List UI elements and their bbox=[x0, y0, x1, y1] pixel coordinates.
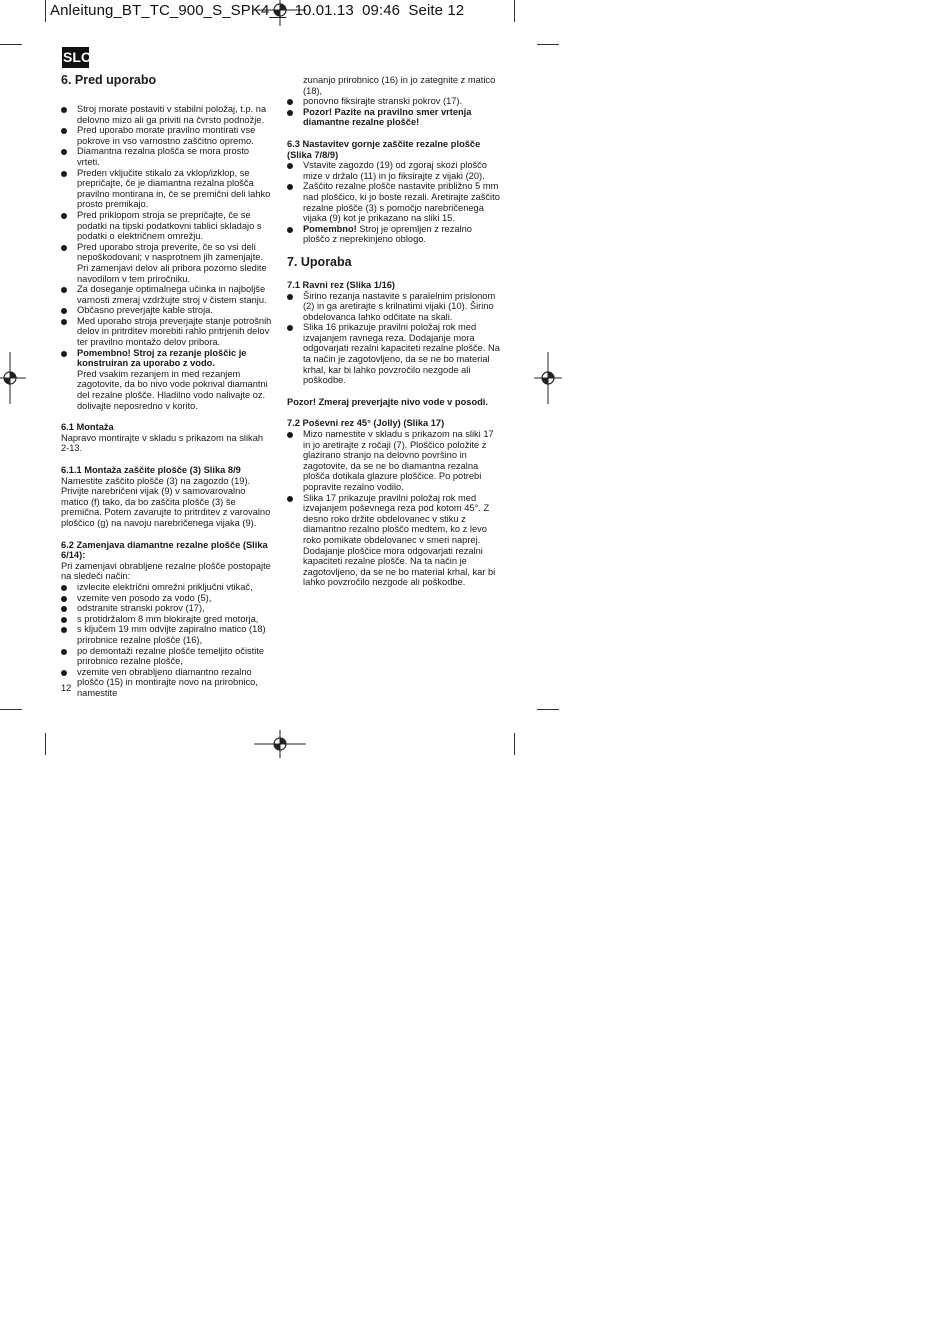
subsection-title: 6.1 Montaža bbox=[61, 422, 114, 433]
crop-mark bbox=[537, 709, 559, 710]
list-item: Med uporabo stroja preverjajte stanje potrošnih delov in pritrditev morebiti rahlo pritrjenih delov ter pravilno montažo delov pribora. bbox=[61, 316, 273, 348]
paragraph: Pri zamenjavi obrabljene rezalne plošče postopajte na sledeči način: bbox=[61, 560, 271, 582]
spacer bbox=[287, 128, 500, 139]
note-label: Pomembno! bbox=[303, 223, 357, 234]
crop-mark bbox=[0, 709, 22, 710]
note-text: Stroj je opremljen z rezalno ploščo z neprekinjeno oblogo. bbox=[303, 223, 472, 245]
list-item: Pred uporabo stroja preverite, če so vsi deli nepoškodovani; v nasprotnem jih zamenjajte. Pri zamenjavi delov ali pribora pozorno sledite navodilom v tem priročniku. bbox=[61, 242, 273, 284]
crop-mark bbox=[0, 44, 22, 45]
bullet-list bbox=[287, 96, 500, 128]
bullet-list bbox=[287, 160, 500, 245]
registration-mark-right bbox=[534, 352, 562, 404]
spacer bbox=[61, 454, 273, 465]
important-heading: Pomembno! Stroj za rezanje ploščic je konstruiran za uporabo z vodo. bbox=[77, 347, 247, 369]
subsection-title: 6.1.1 Montaža zaščite plošče (3) Slika 8/9 bbox=[61, 465, 241, 475]
list-item: Pred uporabo morate pravilno montirati vse pokrove in vso varnostno zaščitno opremo. bbox=[61, 125, 273, 146]
registration-mark-left bbox=[0, 352, 26, 404]
list-item: Občasno preverjajte kable stroja. bbox=[61, 305, 273, 316]
list-item: Stroj morate postaviti v stabilni položaj, t.p. na delovno mizo ali ga priviti na čvrsto podnožje. bbox=[61, 104, 273, 125]
slug-date: 10.01.13 bbox=[294, 2, 354, 19]
paragraph-continuation: zunanjo prirobnico (16) in jo zategnite z matico (18), bbox=[303, 75, 496, 96]
warning-text: Pozor! Zmeraj preverjajte nivo vode v posodi. bbox=[287, 396, 488, 407]
spacer bbox=[61, 529, 273, 540]
paragraph: Namestite zaščito plošče (3) na zagozdo (19). Privijte narebričeni vijak (9) v samovarovalno matico (f) tako, da bo zaščita plošče (3) še premična. Potem zavarujte to pritrditev z varovalno ploščico (g) na navoju narebričenega vijaka (9). bbox=[61, 475, 271, 528]
subsection-title: 6.2 Zamenjava diamantne rezalne plošče (Slika 6/14): bbox=[61, 539, 268, 561]
slug-filename: Anleitung_BT_TC_900_S_SPK4__ bbox=[50, 2, 287, 19]
list-item-warning: Pozor! Pazite na pravilno smer vrtenja diamantne rezalne plošče! bbox=[287, 107, 500, 128]
list-item: Širino rezanja nastavite s paralelnim prislonom (2) in ga aretirajte s krilnatimi vijaki (10). Širino obdelovanca lahko odčitate na skali. bbox=[287, 291, 500, 323]
list-item: Zaščito rezalne plošče nastavite približno 5 mm nad ploščico, ki jo boste rezali. Aretirajte zaščito rezalne plošče (3) s pomočjo narebričenega vijaka (9) kot je prikazano na sliki 15. bbox=[287, 181, 500, 223]
list-item: vzemite ven obrabljeno diamantno rezalno ploščo (15) in montirajte novo na prirobnico, namestite bbox=[61, 667, 273, 699]
list-item: s ključem 19 mm odvijte zapiralno matico (18) prirobnice rezalne plošče (16), bbox=[61, 624, 273, 645]
bullet-list bbox=[61, 104, 273, 411]
page-number: 12 bbox=[61, 683, 72, 693]
slug-time: 09:46 bbox=[362, 2, 401, 19]
list-item: Slika 17 prikazuje pravilni položaj rok med izvajanjem poševnega reza pod kotom 45°. Z desno roko držite obdelovanec v stiku z diamantno rezalno ploščo medtem, ko z levo roko pomikate obdelovanec v smeri naprej. Dodajanje ploščice mora odgovarjati rezalni kapaciteti rezalne plošče. Na ta način je zagotovljeno, da se ne bo material krhal, kar bi lahko povzročilo nezgode ali poškodbe. bbox=[287, 493, 500, 588]
bullet-list bbox=[61, 582, 273, 699]
list-item: izvlecite električni omrežni priključni vtikač, bbox=[61, 582, 273, 593]
spacer bbox=[287, 386, 500, 397]
crop-mark bbox=[537, 44, 559, 45]
list-item: po demontaži rezalne plošče temeljito očistite prirobnico rezalne plošče, bbox=[61, 646, 273, 667]
list-item: vzemite ven posodo za vodo (5), bbox=[61, 593, 273, 604]
bullet-list bbox=[287, 429, 500, 588]
list-item-important bbox=[61, 348, 273, 412]
list-item: Pred priklopom stroja se prepričajte, če se podatki na tipski podatkovni tablici skladajo s podatki o električnem omrežju. bbox=[61, 210, 273, 242]
list-item: Slika 16 prikazuje pravilni položaj rok med izvajanjem ravnega reza. Dodajanje mora odgovarjati rezalni kapaciteti rezalne plošče. Na ta način je zagotovljeno, da se ne bo material krhal, kar bi lahko povzročilo nezgode ali poškodbe. bbox=[287, 322, 500, 386]
crop-mark bbox=[514, 0, 515, 22]
language-badge: SLO bbox=[62, 47, 89, 68]
section-title: 6. Pred uporabo bbox=[61, 73, 157, 87]
paragraph: Napravo montirajte v skladu s prikazom na slikah 2-13. bbox=[61, 432, 264, 454]
right-column bbox=[287, 75, 500, 588]
list-item: Mizo namestite v skladu s prikazom na sliki 17 in jo aretirajte z ročaji (7). Ploščico položite z glazirano stranjo na delovno površino in zagotovite, da se ne bo diamantna rezalna plošča dotikala glazure ploščice. Po potrebi popravite rezalno vodilo. bbox=[287, 429, 500, 493]
list-item: ponovno fiksirajte stranski pokrov (17). bbox=[287, 96, 500, 107]
subsection-title: 7.2 Poševni rez 45° (Jolly) (Slika 17) bbox=[287, 418, 445, 429]
crop-mark bbox=[514, 733, 515, 755]
crop-mark bbox=[45, 733, 46, 755]
important-text: Pred vsakim rezanjem in med rezanjem zagotovite, da bo nivo vode pokrival diamantni del rezalne plošče. Hladilno vodo nalivajte oz. dolivajte neposredno v korito. bbox=[77, 368, 268, 411]
spacer bbox=[61, 411, 273, 422]
list-item: Preden vključite stikalo za vklop/izklop, se prepričajte, če je diamantna rezalna plošča pravilno montirana in, če se premični deli lahko prosto premikajo. bbox=[61, 168, 273, 210]
list-item: Diamantna rezalna plošča se mora prosto vrteti. bbox=[61, 146, 273, 167]
registration-mark-bottom bbox=[254, 730, 306, 758]
spacer bbox=[287, 407, 500, 418]
left-column bbox=[61, 73, 273, 698]
list-item-note bbox=[287, 224, 500, 245]
list-item: Vstavite zagozdo (19) od zgoraj skozi ploščo mize v držalo (11) in jo fiksirajte z vijaki (20). bbox=[287, 160, 500, 181]
list-item: odstranite stranski pokrov (17), bbox=[61, 603, 273, 614]
subsection-title: 7.1 Ravni rez (Slika 1/16) bbox=[287, 279, 396, 290]
section-title: 7. Uporaba bbox=[287, 254, 352, 269]
list-item: s protidržalom 8 mm blokirajte gred motorja, bbox=[61, 614, 273, 625]
list-item: Za doseganje optimalnega učinka in najboljše varnosti zmeraj vzdržujte stroj v čistem stanju. bbox=[61, 284, 273, 305]
crop-mark bbox=[45, 0, 46, 22]
slug-page-label: Seite 12 bbox=[408, 2, 465, 19]
subsection-title: 6.3 Nastavitev gornje zaščite rezalne plošče (Slika 7/8/9) bbox=[287, 138, 481, 160]
print-slug-header bbox=[50, 2, 464, 19]
bullet-list bbox=[287, 291, 500, 386]
